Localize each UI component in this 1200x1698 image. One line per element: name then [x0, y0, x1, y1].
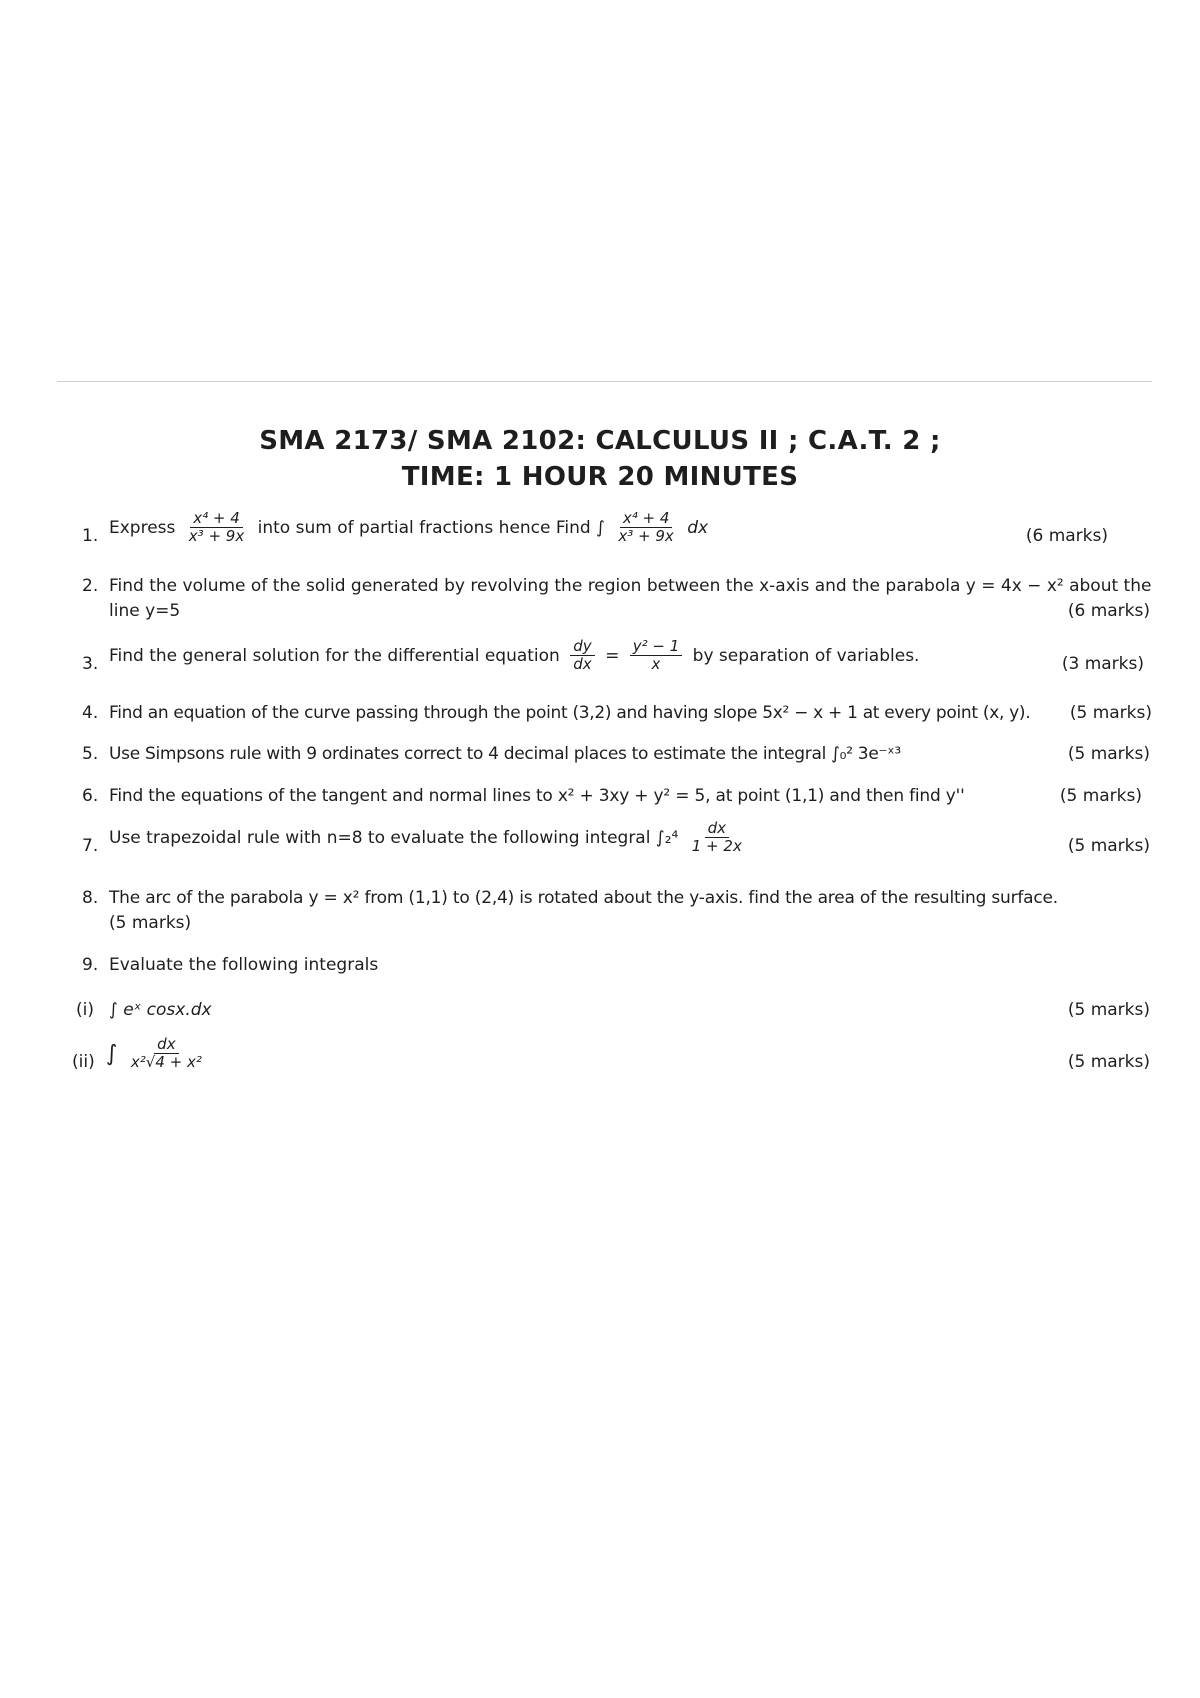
header-divider — [57, 381, 1152, 382]
question-number: 6. — [82, 786, 99, 806]
marks-label: (5 marks) — [109, 913, 192, 933]
fraction — [689, 820, 745, 856]
sub-question-label: (i) — [76, 1000, 94, 1020]
question-text: by separation of variables. — [692, 645, 920, 666]
marks-label: (3 marks) — [1061, 654, 1144, 674]
equals-sign: = — [605, 645, 620, 666]
question-text: The arc of the parabola y = x² from (1,1) to (2,4) is rotated about the y-axis. find the area of the resulting surface. — [109, 888, 1059, 908]
differential: dx — [687, 517, 709, 538]
marks-label: (5 marks) — [1067, 836, 1150, 856]
question-number: 9. — [82, 955, 99, 975]
fraction-numerator: x⁴ + 4 — [620, 510, 673, 528]
question-text: Use Simpsons rule with 9 ordinates correct to 4 decimal places to estimate the integral ∫₀² 3e⁻ˣ³ — [109, 744, 901, 764]
question-number: 8. — [82, 888, 99, 908]
sub-question-label: (ii) — [72, 1052, 95, 1072]
question-text-continued: line y=5 — [109, 601, 181, 621]
fraction — [615, 510, 676, 546]
marks-label: (5 marks) — [1059, 786, 1142, 806]
question-text: Express — [109, 517, 176, 538]
question-text: Find the equations of the tangent and normal lines to x² + 3xy + y² = 5, at point (1,1) and then find y'' — [109, 786, 965, 806]
marks-label: (5 marks) — [1067, 1052, 1150, 1072]
question-text: Find the general solution for the differential equation — [109, 645, 560, 666]
marks-label: (5 marks) — [1069, 703, 1152, 723]
fraction — [128, 1036, 205, 1072]
fraction-denominator: x³ + 9x — [618, 527, 674, 546]
fraction-numerator: dy — [570, 638, 594, 656]
fraction — [186, 510, 247, 546]
question-number: 5. — [82, 744, 99, 764]
question-text: Use trapezoidal rule with n=8 to evaluate the following integral ∫₂⁴ — [109, 827, 679, 848]
fraction-denominator: x³ + 9x — [188, 527, 245, 546]
fraction-denominator: x²√4 + x² — [130, 1053, 202, 1072]
fraction-numerator: y² − 1 — [630, 638, 683, 656]
integral-expression: ∫ eˣ cosx.dx — [109, 1000, 212, 1020]
fraction-denominator: dx — [573, 655, 592, 674]
question-number: 3. — [82, 654, 99, 674]
fraction — [630, 638, 683, 674]
fraction-denominator: 1 + 2x — [691, 837, 742, 856]
fraction-denominator: x — [651, 655, 661, 674]
fraction-numerator: dx — [154, 1036, 178, 1054]
question-number: 1. — [82, 526, 99, 546]
question-number: 2. — [82, 576, 99, 596]
integral-sign: ∫ — [106, 1041, 118, 1067]
page-title: SMA 2173/ SMA 2102: CALCULUS II ; C.A.T. 2 ; — [259, 426, 941, 456]
marks-label: (6 marks) — [1067, 601, 1150, 621]
question-number: 4. — [82, 703, 99, 723]
question-text: Find the volume of the solid generated by revolving the region between the x-axis and the parabola y = 4x − x² about the — [109, 576, 1152, 596]
marks-label: (5 marks) — [1067, 744, 1150, 764]
page-subtitle-time: TIME: 1 HOUR 20 MINUTES — [401, 462, 799, 492]
question-number: 7. — [82, 836, 99, 856]
fraction-derivative — [570, 638, 594, 674]
marks-label: (6 marks) — [1025, 526, 1108, 546]
question-text: Find an equation of the curve passing through the point (3,2) and having slope 5x² − x + 1 at every point (x, y). — [109, 703, 1031, 723]
fraction-numerator: dx — [705, 820, 729, 838]
fraction-numerator: x⁴ + 4 — [190, 510, 243, 528]
marks-label: (5 marks) — [1067, 1000, 1150, 1020]
question-text: into sum of partial fractions hence Find ∫ — [257, 517, 605, 538]
question-text: Evaluate the following integrals — [109, 955, 379, 975]
